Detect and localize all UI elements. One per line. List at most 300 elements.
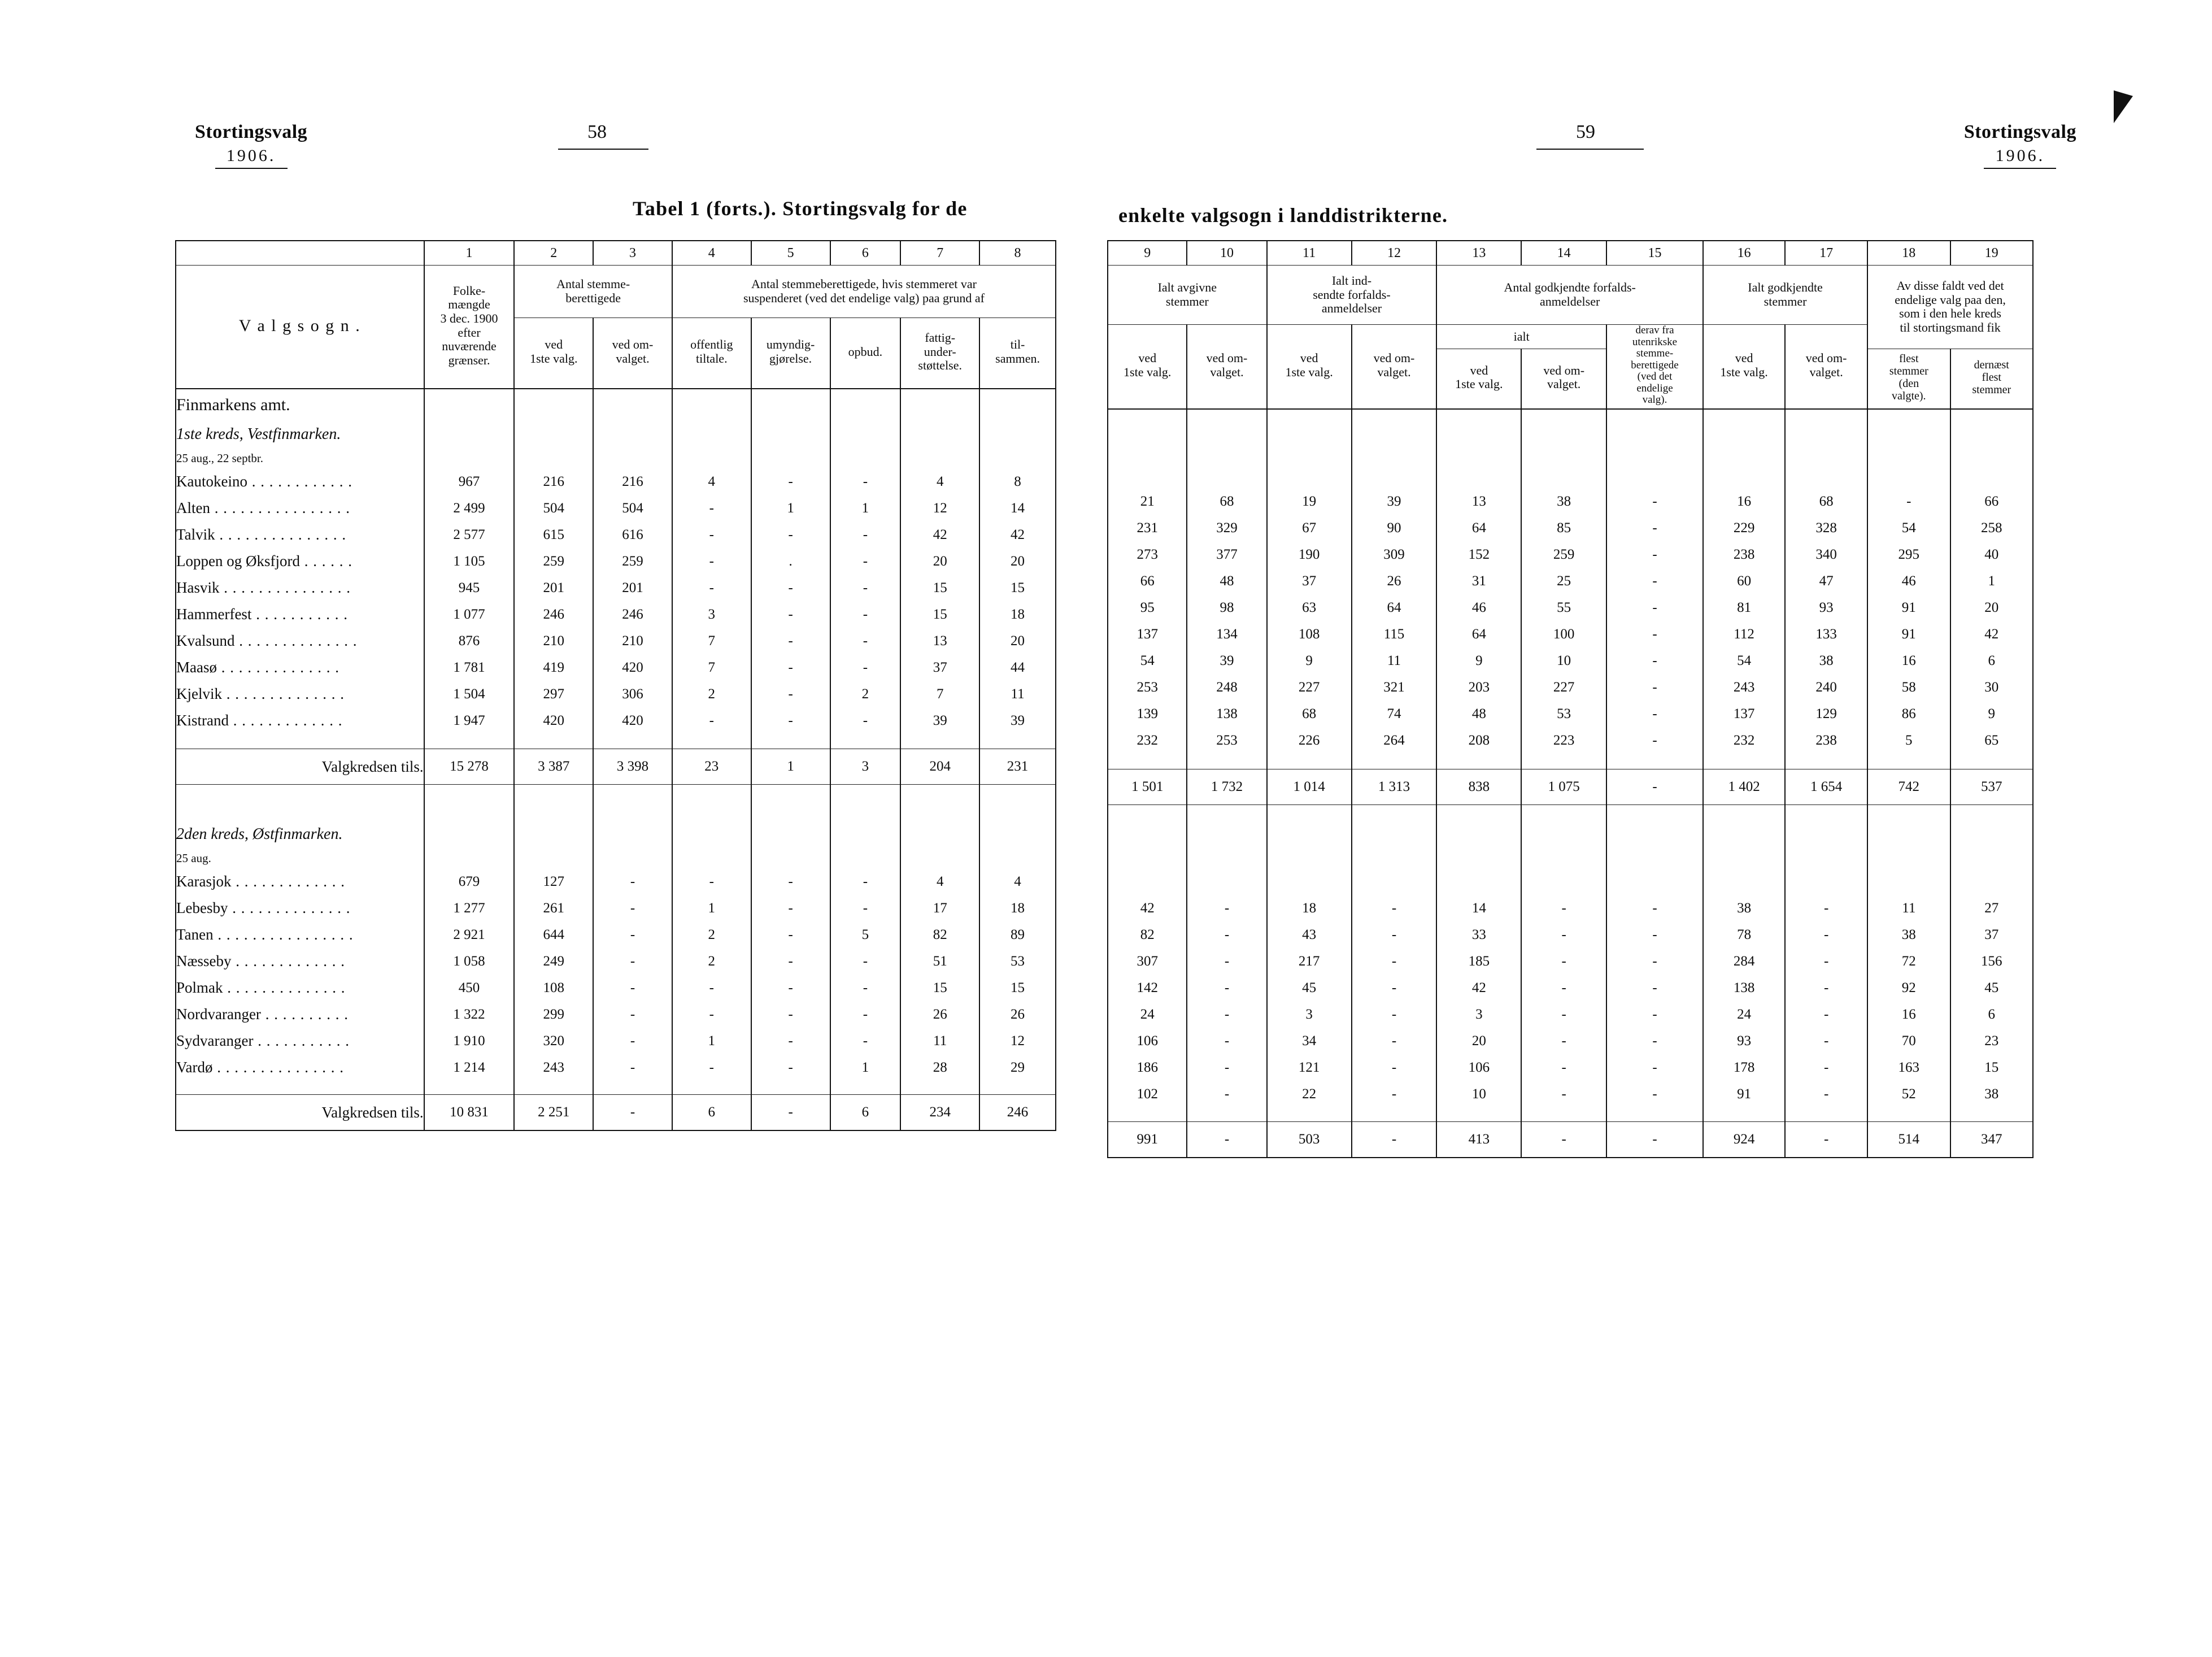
left-section-kreds1-row <box>176 421 1056 448</box>
row-value: 47 <box>1785 568 1867 595</box>
folio-right-rule <box>1536 149 1644 150</box>
total-value: 1 501 <box>1108 769 1187 804</box>
row-value: 1 214 <box>424 1054 515 1081</box>
right-header-col15: derav fra utenrikske stemme- berettigede (ved det endelige valg). <box>1606 325 1703 406</box>
table-row <box>176 868 1056 895</box>
right-header-col16: ved 1ste valg. <box>1703 325 1785 406</box>
total-value: 1 402 <box>1703 769 1785 804</box>
row-value: 18 <box>979 601 1056 628</box>
row-value: 65 <box>1950 728 2034 754</box>
total-value: 991 <box>1108 1121 1187 1158</box>
row-value: 81 <box>1703 595 1785 621</box>
row-value: - <box>1606 675 1703 701</box>
total-value: - <box>1785 1121 1867 1158</box>
row-value: 4 <box>900 868 979 895</box>
total-value: 234 <box>900 1095 979 1131</box>
row-value: 258 <box>1950 515 2034 542</box>
left-section-kreds2-date-row <box>176 848 1056 868</box>
row-value: 1 <box>830 1054 901 1081</box>
row-value: 240 <box>1785 675 1867 701</box>
row-value: 66 <box>1108 568 1187 595</box>
row-value: 210 <box>593 628 672 654</box>
row-value: 82 <box>900 921 979 948</box>
row-value: - <box>830 895 901 921</box>
row-value: - <box>1785 1028 1867 1055</box>
row-value: - <box>751 1054 830 1081</box>
table-row <box>176 1028 1056 1054</box>
table-row <box>176 681 1056 707</box>
left-header-col3: ved om- valget. <box>593 318 672 386</box>
row-value: 226 <box>1267 728 1352 754</box>
row-value: 45 <box>1950 975 2034 1002</box>
right-colnum-17: 17 <box>1785 241 1867 266</box>
total-value: 1 732 <box>1187 769 1266 804</box>
row-value: 67 <box>1267 515 1352 542</box>
row-value: - <box>830 707 901 734</box>
row-value: 261 <box>514 895 593 921</box>
row-value: 48 <box>1187 568 1266 595</box>
left-stub-header: V a l g s o g n . <box>238 316 361 335</box>
row-value: 299 <box>514 1001 593 1028</box>
row-value: 108 <box>514 975 593 1001</box>
row-value: 420 <box>593 707 672 734</box>
row-value: 129 <box>1785 701 1867 728</box>
row-value: - <box>830 1001 901 1028</box>
row-value: 93 <box>1703 1028 1785 1055</box>
dot-leader: . . . . . . . . . . . . . <box>228 712 343 729</box>
row-name: Vardø <box>176 1059 213 1076</box>
row-value: - <box>1785 895 1867 922</box>
row-value: 48 <box>1436 701 1521 728</box>
row-value: 231 <box>1108 515 1187 542</box>
row-value: 19 <box>1267 489 1352 515</box>
row-value: 63 <box>1267 595 1352 621</box>
table-row <box>1108 975 2033 1002</box>
row-value: 238 <box>1703 542 1785 568</box>
row-value: - <box>593 948 672 975</box>
total-value: 1 313 <box>1352 769 1437 804</box>
total-value: 6 <box>830 1095 901 1131</box>
row-value: 89 <box>979 921 1056 948</box>
left-header-col8: til- sammen. <box>979 318 1056 386</box>
row-value: 7 <box>900 681 979 707</box>
dot-leader: . . . . . . . . . . . . . <box>231 953 346 969</box>
row-value: 259 <box>1521 542 1606 568</box>
row-value: 51 <box>900 948 979 975</box>
row-value: 217 <box>1267 949 1352 975</box>
row-value: 100 <box>1521 621 1606 648</box>
row-value: 967 <box>424 468 515 495</box>
row-value: 42 <box>1950 621 2034 648</box>
row-value: 1 058 <box>424 948 515 975</box>
row-value: 297 <box>514 681 593 707</box>
dot-leader: . . . . . . . . . . . . <box>247 473 352 490</box>
row-value: 64 <box>1436 621 1521 648</box>
row-value: 2 <box>830 681 901 707</box>
total-value: 3 398 <box>593 749 672 785</box>
total-value: 1 654 <box>1785 769 1867 804</box>
total-value: 838 <box>1436 769 1521 804</box>
row-value: 102 <box>1108 1081 1187 1108</box>
row-value: 945 <box>424 575 515 601</box>
table-row <box>1108 701 2033 728</box>
total-value: - <box>1352 1121 1437 1158</box>
row-value: 1 504 <box>424 681 515 707</box>
total-value: 3 387 <box>514 749 593 785</box>
total-value: 1 075 <box>1521 769 1606 804</box>
total-value: 15 278 <box>424 749 515 785</box>
row-value: - <box>1606 1055 1703 1081</box>
dot-leader: . . . . . . . . . . . <box>251 606 348 623</box>
row-value: - <box>1521 1055 1606 1081</box>
row-value: 55 <box>1521 595 1606 621</box>
dot-leader: . . . . . . . . . . . . . . <box>234 632 358 649</box>
row-value: 58 <box>1867 675 1950 701</box>
table-row <box>176 521 1056 548</box>
right-colnum-13: 13 <box>1436 241 1521 266</box>
row-value: 26 <box>979 1001 1056 1028</box>
row-name: Kistrand <box>176 712 229 729</box>
total-value: - <box>1606 769 1703 804</box>
row-value: 24 <box>1108 1002 1187 1028</box>
total-label: Valgkredsen tils. <box>176 1095 424 1131</box>
folio-left-number: 58 <box>587 121 607 142</box>
total-value: 10 831 <box>424 1095 515 1131</box>
row-value: 37 <box>900 654 979 681</box>
row-value: 249 <box>514 948 593 975</box>
row-value: - <box>672 868 751 895</box>
row-value: 15 <box>979 975 1056 1001</box>
total-value: - <box>1521 1121 1606 1158</box>
right-header-col18: flest stemmer (den valgte). <box>1867 349 1950 406</box>
table-row <box>1108 515 2033 542</box>
table-row <box>176 654 1056 681</box>
table-title-right: enkelte valgsogn i landdistrikterne. <box>1118 204 1448 227</box>
right-col-number-row <box>1108 241 2033 266</box>
row-value: - <box>672 975 751 1001</box>
row-value: 248 <box>1187 675 1266 701</box>
row-value: 16 <box>1703 489 1785 515</box>
row-value: 12 <box>979 1028 1056 1054</box>
row-value: - <box>593 975 672 1001</box>
row-value: 329 <box>1187 515 1266 542</box>
row-value: 11 <box>979 681 1056 707</box>
row-value: 60 <box>1703 568 1785 595</box>
left-header-col6: opbud. <box>830 318 901 386</box>
row-value: 28 <box>900 1054 979 1081</box>
right-header-group-elected: Av disse faldt ved det endelige valg paa den, som i den hele kreds til stortingsmand fik <box>1867 266 2033 349</box>
table-row <box>176 575 1056 601</box>
row-value: - <box>1606 1002 1703 1028</box>
row-value: 74 <box>1352 701 1437 728</box>
left-section-kreds1-date-row <box>176 448 1056 468</box>
row-name: Talvik <box>176 526 215 543</box>
table-row <box>176 468 1056 495</box>
row-value: 54 <box>1867 515 1950 542</box>
right-header-col10: ved om- valget. <box>1187 325 1266 406</box>
row-value: 115 <box>1352 621 1437 648</box>
right-header-group-approved: Antal godkjendte forfalds- anmeldelser <box>1436 266 1703 325</box>
row-value: 216 <box>514 468 593 495</box>
left-colnum-5: 5 <box>751 241 830 266</box>
row-value: - <box>672 707 751 734</box>
left-colnum-4: 4 <box>672 241 751 266</box>
row-value: 1 <box>672 895 751 921</box>
row-value: 90 <box>1352 515 1437 542</box>
total-value: 537 <box>1950 769 2034 804</box>
right-total-row-2 <box>1108 1121 2033 1158</box>
row-value: 2 <box>672 681 751 707</box>
table-row <box>176 601 1056 628</box>
row-value: 92 <box>1867 975 1950 1002</box>
total-value: 742 <box>1867 769 1950 804</box>
row-value: - <box>1352 1081 1437 1108</box>
table-row <box>1108 1028 2033 1055</box>
row-value: - <box>1785 1055 1867 1081</box>
row-value: 504 <box>514 495 593 521</box>
row-value: 18 <box>1267 895 1352 922</box>
row-value: 78 <box>1703 922 1785 949</box>
running-head-right-year: 1906. <box>1995 146 2045 165</box>
row-value: 3 <box>1436 1002 1521 1028</box>
row-value: 37 <box>1950 922 2034 949</box>
left-colnum-6: 6 <box>830 241 901 266</box>
row-value: 15 <box>1950 1055 2034 1081</box>
row-value: 2 921 <box>424 921 515 948</box>
dot-leader: . . . . . . . . . . <box>260 1006 349 1023</box>
left-spacer-row-3 <box>176 1081 1056 1095</box>
row-value: 328 <box>1785 515 1867 542</box>
row-value: . <box>751 548 830 575</box>
left-spacer-row-2 <box>176 785 1056 821</box>
row-value: - <box>672 521 751 548</box>
right-header-subgroup-ialt: ialt <box>1436 325 1606 349</box>
dot-leader: . . . . . . . . . . . . . . . . <box>213 926 354 943</box>
dot-leader: . . . . . . . . . . . . . . . <box>215 526 347 543</box>
row-value: 11 <box>1352 648 1437 675</box>
right-header-col9: ved 1ste valg. <box>1108 325 1187 406</box>
table-title-left: Tabel 1 (forts.). Stortingsvalg for de <box>633 197 968 220</box>
row-value: 15 <box>900 975 979 1001</box>
row-value: - <box>1606 949 1703 975</box>
row-value: 273 <box>1108 542 1187 568</box>
row-value: 53 <box>1521 701 1606 728</box>
row-value: 419 <box>514 654 593 681</box>
row-value: 108 <box>1267 621 1352 648</box>
row-value: 232 <box>1703 728 1785 754</box>
row-value: - <box>1606 701 1703 728</box>
row-value: 106 <box>1436 1055 1521 1081</box>
row-value: - <box>751 948 830 975</box>
row-value: 210 <box>514 628 593 654</box>
row-value: 91 <box>1867 595 1950 621</box>
right-blank-band-2 <box>1108 804 2033 895</box>
total-value: - <box>1187 1121 1266 1158</box>
row-value: 10 <box>1521 648 1606 675</box>
right-header-group-approved-votes: Ialt godkjendte stemmer <box>1703 266 1867 325</box>
row-value: 185 <box>1436 949 1521 975</box>
total-value: 924 <box>1703 1121 1785 1158</box>
row-value: - <box>751 681 830 707</box>
left-col-number-row <box>176 241 1056 266</box>
row-value: 7 <box>672 654 751 681</box>
row-value: - <box>1352 895 1437 922</box>
row-value: 24 <box>1703 1002 1785 1028</box>
running-head-right-title: Stortingsvalg <box>1963 121 2076 142</box>
right-spacer-row-1 <box>1108 754 2033 769</box>
row-value: - <box>830 548 901 575</box>
row-value: 644 <box>514 921 593 948</box>
table-row <box>1108 675 2033 701</box>
total-value: - <box>593 1095 672 1131</box>
row-value: 2 <box>672 921 751 948</box>
row-value: 18 <box>979 895 1056 921</box>
row-value: - <box>751 521 830 548</box>
row-value: 138 <box>1703 975 1785 1002</box>
row-value: - <box>593 868 672 895</box>
row-value: 2 <box>672 948 751 975</box>
row-value: 1 947 <box>424 707 515 734</box>
table-row <box>1108 895 2033 922</box>
row-value: 1 077 <box>424 601 515 628</box>
row-value: 14 <box>979 495 1056 521</box>
table-row <box>1108 1055 2033 1081</box>
row-value: - <box>751 1001 830 1028</box>
row-name: Kjelvik <box>176 685 222 702</box>
row-value: 23 <box>1950 1028 2034 1055</box>
row-name: Nordvaranger <box>176 1006 261 1023</box>
row-value: - <box>1606 1081 1703 1108</box>
total-value: 1 <box>751 749 830 785</box>
right-colnum-9: 9 <box>1108 241 1187 266</box>
row-value: - <box>593 921 672 948</box>
page-corner-mark <box>2114 90 2133 123</box>
row-value: 64 <box>1352 595 1437 621</box>
row-name: Næsseby <box>176 953 232 969</box>
left-table <box>175 240 1056 1131</box>
table-row <box>176 707 1056 734</box>
row-value: 106 <box>1108 1028 1187 1055</box>
row-value: 253 <box>1187 728 1266 754</box>
left-colnum-8: 8 <box>979 241 1056 266</box>
row-value: - <box>1352 922 1437 949</box>
row-value: - <box>830 628 901 654</box>
left-group-header-row <box>176 266 1056 318</box>
row-name: Sydvaranger <box>176 1032 254 1049</box>
row-value: 72 <box>1867 949 1950 975</box>
row-value: - <box>1606 621 1703 648</box>
row-value: 86 <box>1867 701 1950 728</box>
total-value: - <box>751 1095 830 1131</box>
row-value: 20 <box>900 548 979 575</box>
row-value: 45 <box>1267 975 1352 1002</box>
row-value: 679 <box>424 868 515 895</box>
row-value: - <box>1785 949 1867 975</box>
row-value: - <box>1352 975 1437 1002</box>
left-header-col5: umyndig- gjørelse. <box>751 318 830 386</box>
row-value: - <box>672 1001 751 1028</box>
row-value: 203 <box>1436 675 1521 701</box>
row-value: 13 <box>900 628 979 654</box>
row-value: 40 <box>1950 542 2034 568</box>
row-value: 52 <box>1867 1081 1950 1108</box>
table-row <box>176 948 1056 975</box>
right-header-group-votes-cast: Ialt avgivne stemmer <box>1108 266 1267 325</box>
row-value: 615 <box>514 521 593 548</box>
total-value: 347 <box>1950 1121 2034 1158</box>
row-value: - <box>593 1001 672 1028</box>
left-colnum-7: 7 <box>900 241 979 266</box>
row-value: 5 <box>1867 728 1950 754</box>
row-name: Maasø <box>176 659 217 676</box>
row-value: 11 <box>1867 895 1950 922</box>
row-value: - <box>1606 542 1703 568</box>
row-value: - <box>830 654 901 681</box>
row-value: 284 <box>1703 949 1785 975</box>
row-value: 133 <box>1785 621 1867 648</box>
row-value: 16 <box>1867 1002 1950 1028</box>
row-value: 68 <box>1785 489 1867 515</box>
row-value: 31 <box>1436 568 1521 595</box>
row-value: 4 <box>979 868 1056 895</box>
right-header-group-submitted: Ialt ind- sendte forfalds- anmeldelser <box>1267 266 1437 325</box>
row-value: 4 <box>672 468 751 495</box>
right-colnum-12: 12 <box>1352 241 1437 266</box>
row-value: 42 <box>1108 895 1187 922</box>
row-value: 1 <box>1950 568 2034 595</box>
row-value: 420 <box>593 654 672 681</box>
table-row <box>176 921 1056 948</box>
total-value: 3 <box>830 749 901 785</box>
total-value: 503 <box>1267 1121 1352 1158</box>
row-value: 17 <box>900 895 979 921</box>
row-value: 54 <box>1108 648 1187 675</box>
row-value: 309 <box>1352 542 1437 568</box>
row-value: 15 <box>900 601 979 628</box>
row-value: 121 <box>1267 1055 1352 1081</box>
row-value: 43 <box>1267 922 1352 949</box>
right-colnum-10: 10 <box>1187 241 1266 266</box>
row-value: - <box>593 895 672 921</box>
right-header-col11: ved 1ste valg. <box>1267 325 1352 406</box>
row-value: 15 <box>900 575 979 601</box>
right-group-header-row <box>1108 266 2033 325</box>
right-spacer-row-2 <box>1108 1108 2033 1122</box>
table-row <box>176 548 1056 575</box>
row-value: - <box>751 921 830 948</box>
section-kreds-2-title: 2den kreds, Østfinmarken. <box>176 821 424 848</box>
total-value: 2 251 <box>514 1095 593 1131</box>
folio-left-rule <box>558 149 648 150</box>
total-value: 204 <box>900 749 979 785</box>
row-value: 39 <box>900 707 979 734</box>
row-value: 38 <box>1703 895 1785 922</box>
row-value: 1 105 <box>424 548 515 575</box>
row-value: 82 <box>1108 922 1187 949</box>
row-value: - <box>1606 1028 1703 1055</box>
row-value: 15 <box>979 575 1056 601</box>
table-row <box>1108 922 2033 949</box>
row-value: 30 <box>1950 675 2034 701</box>
row-value: 3 <box>1267 1002 1352 1028</box>
row-value: 53 <box>979 948 1056 975</box>
row-name: Hasvik <box>176 579 220 596</box>
row-value: 39 <box>1187 648 1266 675</box>
row-value: 12 <box>900 495 979 521</box>
row-value: - <box>1521 1028 1606 1055</box>
row-value: 190 <box>1267 542 1352 568</box>
row-value: 26 <box>1352 568 1437 595</box>
